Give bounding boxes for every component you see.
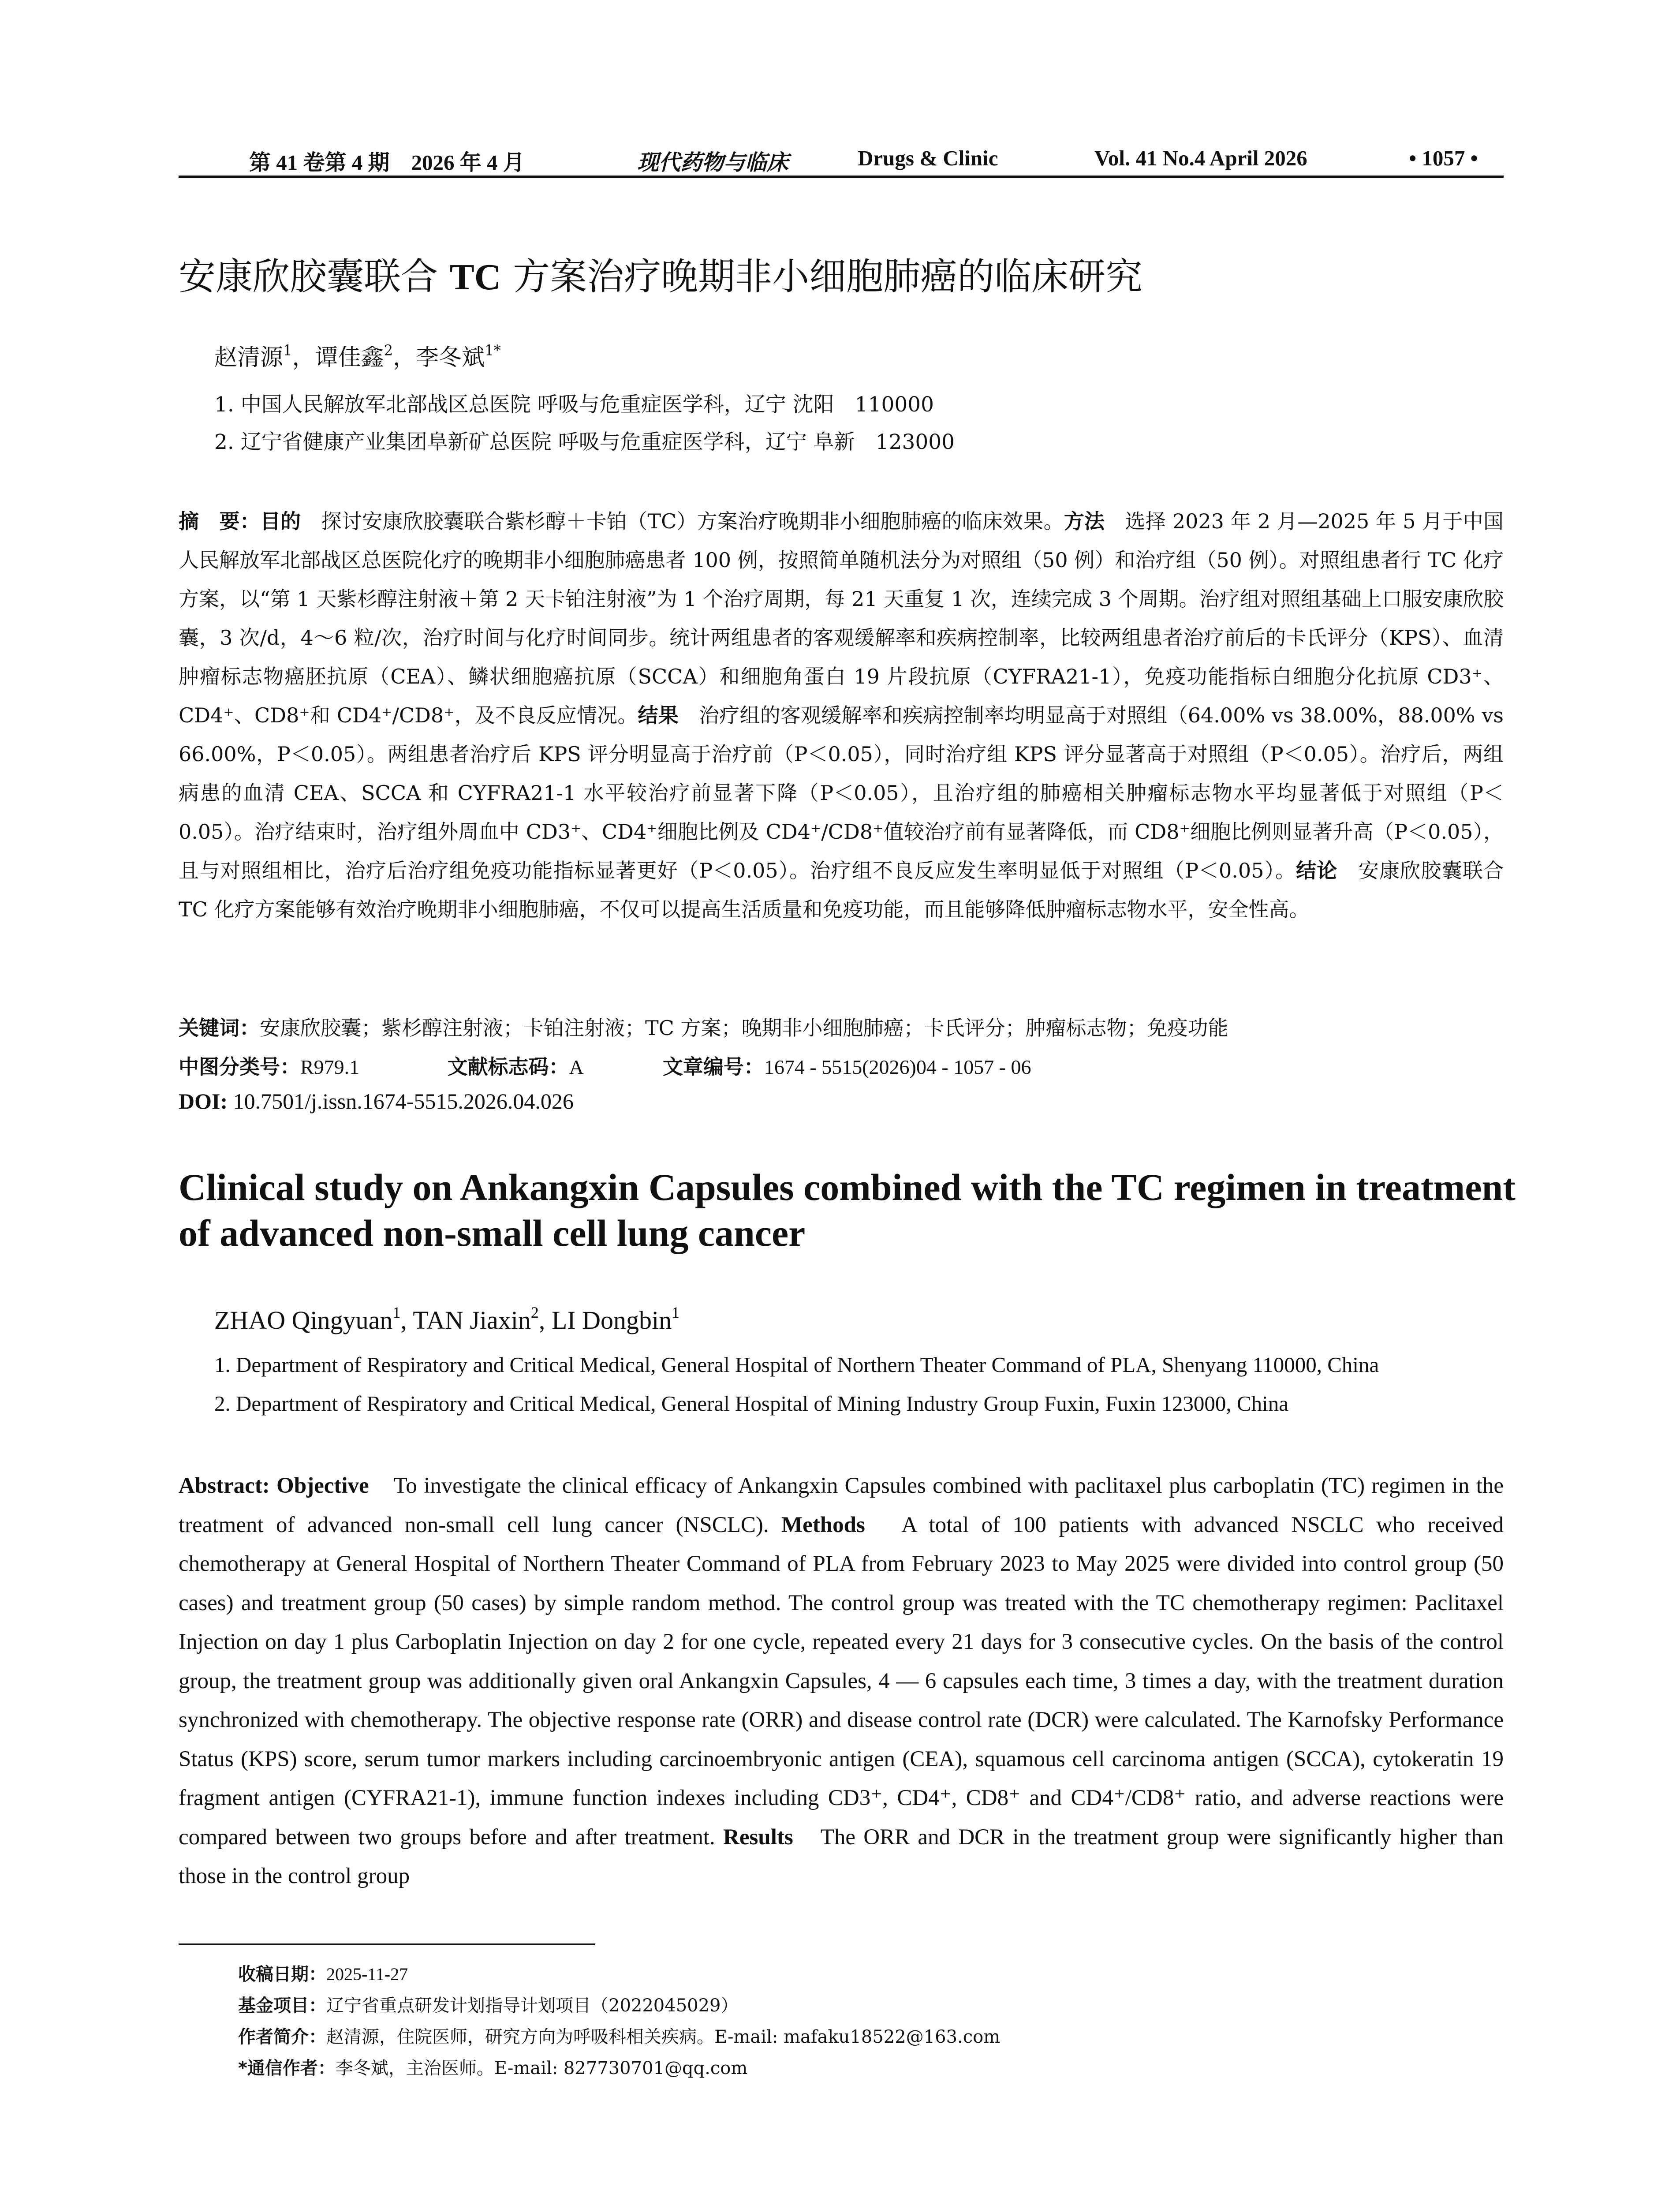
footnote-author: 作者简介：赵清源，住院医师，研究方向为呼吸科相关疾病。E-mail: mafaku18522@163.com (238, 2027, 1001, 2047)
classification-row: 中图分类号：R979.1 文献标志码：A 文章编号：1674 - 5515(2026)04 - 1057 - 06 (179, 1055, 1031, 1079)
doi-link[interactable]: 10.7501/j.issn.1674-5515.2026.04.026 (228, 1089, 574, 1114)
footnote-received: 收稿日期：2025-11-27 (238, 1964, 408, 1984)
author-name: 赵清源 (214, 344, 284, 371)
abstract-cn: 摘 要：目的 探讨安康欣胶囊联合紫杉醇＋卡铂（TC）方案治疗晚期非小细胞肺癌的临床效果。方法 选择 2023 年 2 月—2025 年 5 月于中国人民解放军北部战区总医院化疗的晚期非小细胞肺癌患者 100 例，按照简单随机法分为对照组（50 例）和治疗组（50 例）。对照组患者行 TC 化疗方案，以“第 1 天紫杉醇注射液＋第 2 天卡铂注射液”为 1 个治疗周期，每 21 天重复 1 次，连续完成 3 个周期。治疗组对照组基础上口服安康欣胶囊，3 次/d，4～6 粒/次，治疗时间与化疗时间同步。统计两组患者的客观缓解率和疾病控制率，比较两组患者治疗前后的卡氏评分（KPS）、血清肿瘤标志物癌胚抗原（CEA）、鳞状细胞癌抗原（SCCA）和细胞角蛋白 19 片段抗原（CYFRA21-1），免疫功能指标白细胞分化抗原 CD3⁺、CD4⁺、CD8⁺和 CD4⁺/CD8⁺，及不良反应情况。结果 治疗组的客观缓解率和疾病控制率均明显高于对照组（64.00% vs 38.00%，88.00% vs 66.00%，P＜0.05）。两组患者治疗后 KPS 评分明显高于治疗前（P＜0.05），同时治疗组 KPS 评分显著高于对照组（P＜0.05）。治疗后，两组病患的血清 CEA、SCCA 和 CYFRA21-1 水平较治疗前显著下降（P＜0.05），且治疗组的肺癌相关肿瘤标志物水平均显著低于对照组（P＜0.05）。治疗结束时，治疗组外周血中 CD3⁺、CD4⁺细胞比例及 CD4⁺/CD8⁺值较治疗前有显著降低，而 CD8⁺细胞比例则显著升高（P＜0.05），且与对照组相比，治疗后治疗组免疫功能指标显著更好（P＜0.05）。治疗组不良反应发生率明显低于对照组（P＜0.05）。结论 安康欣胶囊联合 TC 化疗方案能够有效治疗晚期非小细胞肺癌，不仅可以提高生活质量和免疫功能，而且能够降低肿瘤标志物水平，安全性高。 (179, 509, 1504, 921)
issue-cn: 第 41 卷第 4 期 2026 年 4 月 (249, 150, 525, 175)
title-en: Clinical study on Ankangxin Capsules combined with the TC regimen in treatment of advanced non-small cell lung cancer (179, 1166, 1516, 1254)
page-number: • 1057 • (1409, 146, 1478, 170)
footnote-corresponding: *通信作者：李冬斌，主治医师。E-mail: 827730701@qq.com (238, 2058, 748, 2078)
author-name: 谭佳鑫 (315, 344, 384, 371)
clc-number: R979.1 (300, 1056, 360, 1078)
affiliation-en-2: 2. Department of Respiratory and Critical Medical, General Hospital of Mining Industry Group Fuxin, Fuxin 123000, China (214, 1391, 1288, 1416)
running-header (179, 140, 1504, 178)
authors-cn: 赵清源$^1$，谭佳鑫$^2$，李冬斌$^{1*}$ (214, 342, 501, 371)
journal-name-cn: 现代药物与临床 (637, 150, 789, 175)
issue-en: Vol. 41 No.4 April 2026 (1094, 146, 1307, 170)
affiliation-cn-1: 1. 中国人民解放军北部战区总医院 呼吸与危重症医学科，辽宁 沈阳 110000 (214, 392, 934, 417)
abstract-en: Abstract: Objective To investigate the clinical efficacy of Ankangxin Capsules combined with paclitaxel plus carboplatin (TC) regimen in the treatment of advanced non-small cell lung cancer (NSCLC). Methods A total of 100 patients with advanced NSCLC who received chemotherapy at General Hospital of Northern Theater Command of PLA from February 2023 to May 2025 were divided into control group (50 cases) and treatment group (50 cases) by simple random method. The control group was treated with the TC chemotherapy regimen: Paclitaxel Injection on day 1 plus Carboplatin Injection on day 2 for one cycle, repeated every 21 days for 3 consecutive cycles. On the basis of the control group, the treatment group was additionally given oral Ankangxin Capsules, 4 — 6 capsules each time, 3 times a day, with the treatment duration synchronized with chemotherapy. The objective response rate (ORR) and disease control rate (DCR) were calculated. The Karnofsky Performance Status (KPS) score, serum tumor markers including carcinoembryonic antigen (CEA), squamous cell carcinoma antigen (SCCA), cytokeratin 19 fragment antigen (CYFRA21-1), immune function indexes including CD3⁺, CD4⁺, CD8⁺ and CD4⁺/CD8⁺ ratio, and adverse reactions were compared between two groups before and after treatment. Results The ORR and DCR in the treatment group were significantly higher than those in the control group (179, 1473, 1504, 1888)
author-name: 李冬斌 (416, 344, 485, 371)
affiliation-en-1: 1. Department of Respiratory and Critical Medical, General Hospital of Northern Theater Command of PLA, Shenyang 110000, China (214, 1353, 1379, 1377)
footnote-rule (179, 1943, 595, 1945)
doi-line: DOI: 10.7501/j.issn.1674-5515.2026.04.026 (179, 1089, 574, 1114)
doc-code: A (569, 1056, 584, 1078)
authors-en: ZHAO Qingyuan$^1$, TAN Jiaxin$^2$, LI Dongbin$^1$ (214, 1303, 680, 1334)
title-cn: 安康欣胶囊联合 TC 方案治疗晚期非小细胞肺癌的临床研究 (179, 255, 1143, 298)
journal-name-en: Drugs & Clinic (858, 146, 998, 170)
keywords-cn: 关键词：安康欣胶囊；紫杉醇注射液；卡铂注射液；TC 方案；晚期非小细胞肺癌；卡氏评分；肿瘤标志物；免疫功能 (179, 1016, 1228, 1040)
footnote-fund: 基金项目：辽宁省重点研发计划指导计划项目（2022045029） (238, 1996, 739, 2016)
affiliation-cn-2: 2. 辽宁省健康产业集团阜新矿总医院 呼吸与危重症医学科，辽宁 阜新 123000 (214, 430, 955, 454)
article-number: 1674 - 5515(2026)04 - 1057 - 06 (764, 1056, 1031, 1078)
